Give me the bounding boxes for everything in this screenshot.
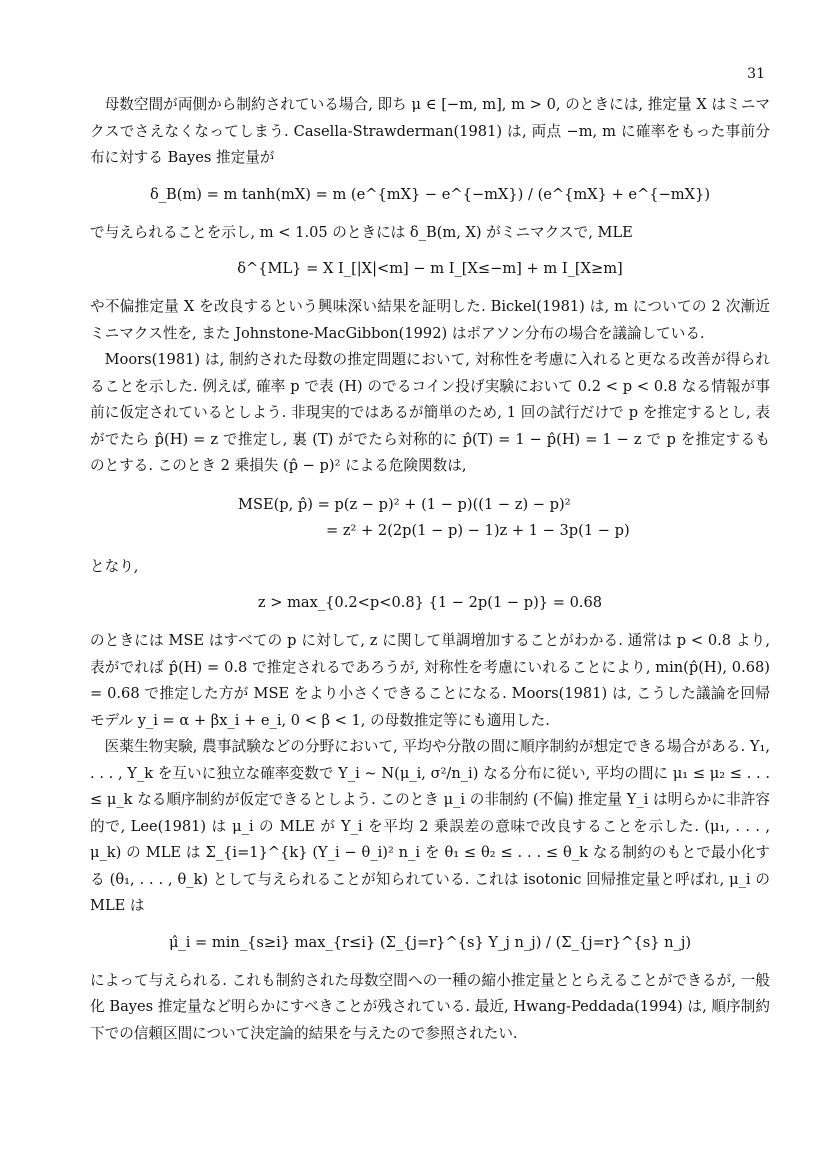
paragraph-moors-symmetry: Moors(1981) は, 制約された母数の推定問題において, 対称性を考慮に入れると更なる改善が得られることを示した. 例えば, 確率 p で表 (H) のでるコイン投げ実験において 0.2 < p < 0.8 なる情報が事前に仮定されているとしよう. 非現実的ではあるが簡単のため, 1 回の試行だけで p を推定するとし, 表がでたら p̂(H) = z で推定し, 裏 (T) がでたら対称的に p̂(T) = 1 − p̂(H) = 1 − z で p を推定するものとする. このとき 2 乗損失 (p̂ − p)² による危険関数は, <box>90 351 770 474</box>
equation-z-condition: z > max_{0.2<p<0.8} {1 − 2p(1 − p)} = 0.68 <box>257 594 603 611</box>
equation-isotonic: μ̂_i = min_{s≥i} max_{r≤i} (Σ_{j=r}^{s} Y_j n_j) / (Σ_{j=r}^{s} n_j) <box>168 933 692 951</box>
paragraph-improvement-result: や不偏推定量 X を改良するという興味深い結果を証明した. Bickel(1981) は, m についての 2 次漸近ミニマクス性を, また Johnstone-MacGibbon(1992) はポアソン分布の場合を議論している. <box>90 298 770 342</box>
page-body <box>90 92 770 1047</box>
paragraph-mse-monotone: のときには MSE はすべての p に対して, z に関して単調増加することがわかる. 通常は p < 0.8 より, 表がでれば p̂(H) = 0.8 で推定されるであろうが, 対称性を考慮にいれることにより, min(p̂(H), 0.68) = 0.68 で推定した方が MSE をより小さくできることになる. Moors(1981) は, こうした議論を回帰モデル y_i = α + βx_i + e_i, 0 < β < 1, の母数推定等にも適用した. <box>90 632 770 729</box>
paragraph-minimax-condition: で与えられることを示し, m < 1.05 のときには δ_B(m, X) がミニマクスで, MLE <box>90 223 633 241</box>
equation-bayes-estimator: δ_B(m) = m tanh(mX) = m (e^{mX} − e^{−mX}) / (e^{mX} + e^{−mX}) <box>149 185 711 203</box>
equation-mse <box>90 492 770 544</box>
paragraph-bounded-parameter: 母数空間が両側から制約されている場合, 即ち μ ∈ [−m, m], m > 0, のときには, 推定量 X はミニマクスでさえなくなってしまう. Casella-Strawderman(1981) は, 両点 −m, m に確率をもった事前分布に対する Bayes 推定量が <box>90 96 770 166</box>
equation-mse-line-2: = z² + 2(2p(1 − p) − 1)z + 1 − 3p(1 − p) <box>326 521 630 539</box>
page-number: 31 <box>747 66 765 82</box>
paragraph-conclusion: によって与えられる. これも制約された母数空間への一種の縮小推定量ととらえることができるが, 一般化 Bayes 推定量など明らかにすべきことが残されている. 最近, Hwang-Peddada(1994) は, 順序制約下での信頼区間について決定論的結果を与えたので参照されたい. <box>90 971 770 1042</box>
equation-mse-line-1: MSE(p, p̂) = p(z − p)² + (1 − p)((1 − z) − p)² <box>238 495 571 513</box>
paragraph-tonari: となり, <box>90 557 139 575</box>
equation-mle: δ^{ML} = X I_[|X|<m] − m I_[X≤−m] + m I_[X≥m] <box>237 260 623 277</box>
paragraph-order-restriction: 医薬生物実験, 農事試験などの分野において, 平均や分散の間に順序制約が想定できる場合がある. Y₁, . . . , Y_k を互いに独立な確率変数で Y_i ∼ N(μ_i, σ²/n_i) なる分布に従い, 平均の間に μ₁ ≤ μ₂ ≤ . . . ≤ μ_k なる順序制約が仮定できるとしよう. このとき μ_i の非制約 (不偏) 推定量 Y_i は明らかに非許容的で, Lee(1981) は μ_i の MLE が Y_i を平均 2 乗誤差の意味で改良することを示した. (μ₁, . . . , μ_k) の MLE は Σ_{i=1}^{k} (Y_i − θ_i)² n_i を θ₁ ≤ θ₂ ≤ . . . ≤ θ_k なる制約のもとで最小化する (θ₁, . . . , θ_k) として与えられることが知られている. これは isotonic 回帰推定量と呼ばれ, μ_i の MLE は <box>90 738 770 914</box>
